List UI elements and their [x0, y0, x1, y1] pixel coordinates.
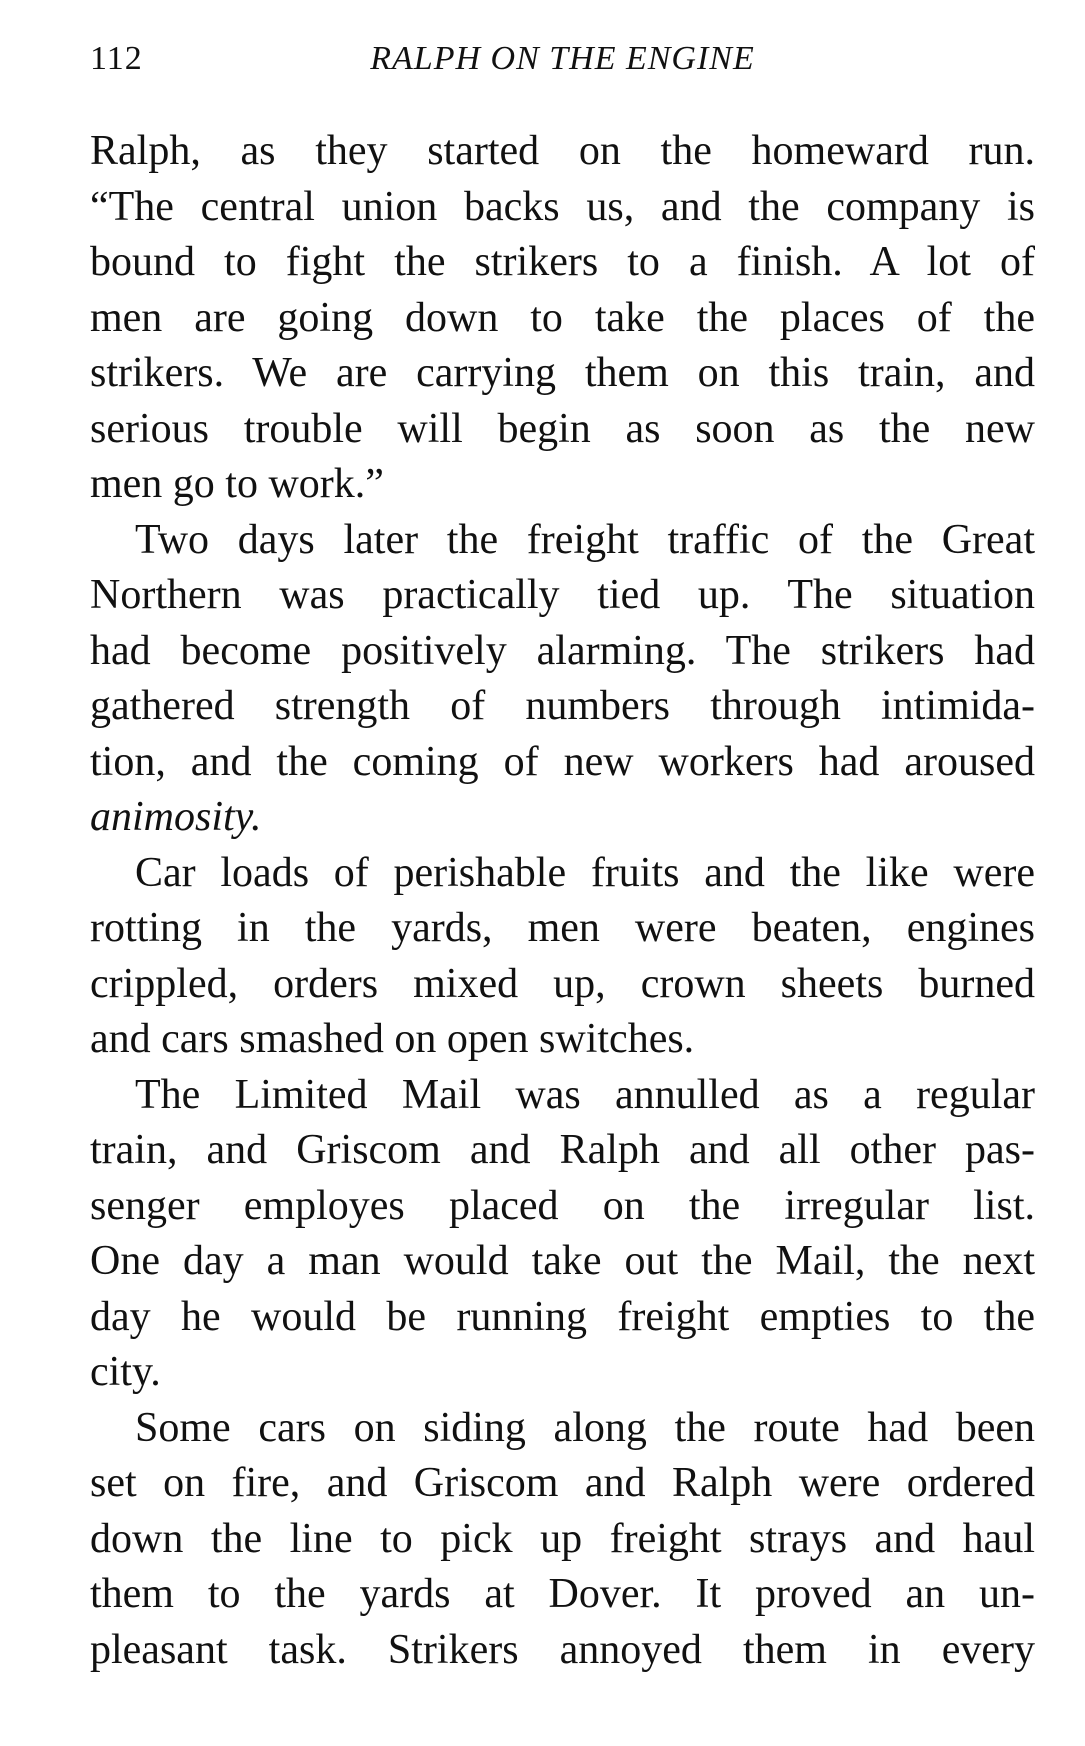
text-line: train, and Griscom and Ralph and all other pas-: [90, 1127, 1035, 1173]
text-line: down the line to pick up freight strays and haul: [90, 1515, 1035, 1562]
paragraph-5: [90, 1401, 1035, 1679]
text-line: city.: [90, 1349, 161, 1395]
text-line: strikers. We are carrying them on this train, and: [90, 350, 1035, 396]
text-line: pleasant task. Strikers annoyed them in every: [90, 1626, 1035, 1673]
text-line: animosity.: [90, 794, 262, 840]
text-line: “The central union backs us, and the company is: [90, 183, 1035, 230]
text-line: Ralph, as they started on the homeward run.: [90, 128, 1035, 174]
text-line: One day a man would take out the Mail, the next: [90, 1238, 1035, 1284]
text-line: Car loads of perishable fruits and the like were: [135, 849, 1035, 896]
page-header: [90, 34, 1035, 84]
text-line: rotting in the yards, men were beaten, engines: [90, 905, 1035, 951]
text-line: Two days later the freight traffic of the Great: [135, 516, 1035, 563]
text-line: set on fire, and Griscom and Ralph were ordered: [90, 1460, 1035, 1506]
text-line: Some cars on siding along the route had been: [135, 1404, 1035, 1451]
text-line: tion, and the coming of new workers had aroused: [90, 738, 1035, 785]
text-line: crippled, orders mixed up, crown sheets burned: [90, 960, 1035, 1007]
text-line: The Limited Mail was annulled as a regular: [135, 1071, 1035, 1118]
text-line: senger employes placed on the irregular list.: [90, 1182, 1035, 1229]
text-line: them to the yards at Dover. It proved an un-: [90, 1571, 1035, 1617]
paragraph-4: [90, 1068, 1035, 1401]
text-line: Northern was practically tied up. The situation: [90, 572, 1035, 618]
text-line: had become positively alarming. The strikers had: [90, 627, 1035, 674]
body-text: [90, 124, 1035, 1678]
paragraph-2: [90, 513, 1035, 846]
paragraph-3: [90, 846, 1035, 1068]
paragraph-1: [90, 124, 1035, 513]
text-line: day he would be running freight empties to the: [90, 1293, 1035, 1340]
text-line: bound to fight the strikers to a finish. A lot of: [90, 239, 1035, 285]
text-line: serious trouble will begin as soon as the new: [90, 405, 1035, 452]
page-number: 112: [90, 40, 143, 77]
text-line: men go to work.”: [90, 461, 384, 507]
text-line: men are going down to take the places of the: [90, 294, 1035, 341]
text-line: gathered strength of numbers through intimida-: [90, 683, 1035, 729]
running-head: RALPH ON THE ENGINE: [370, 40, 755, 77]
text-line: and cars smashed on open switches.: [90, 1016, 695, 1062]
